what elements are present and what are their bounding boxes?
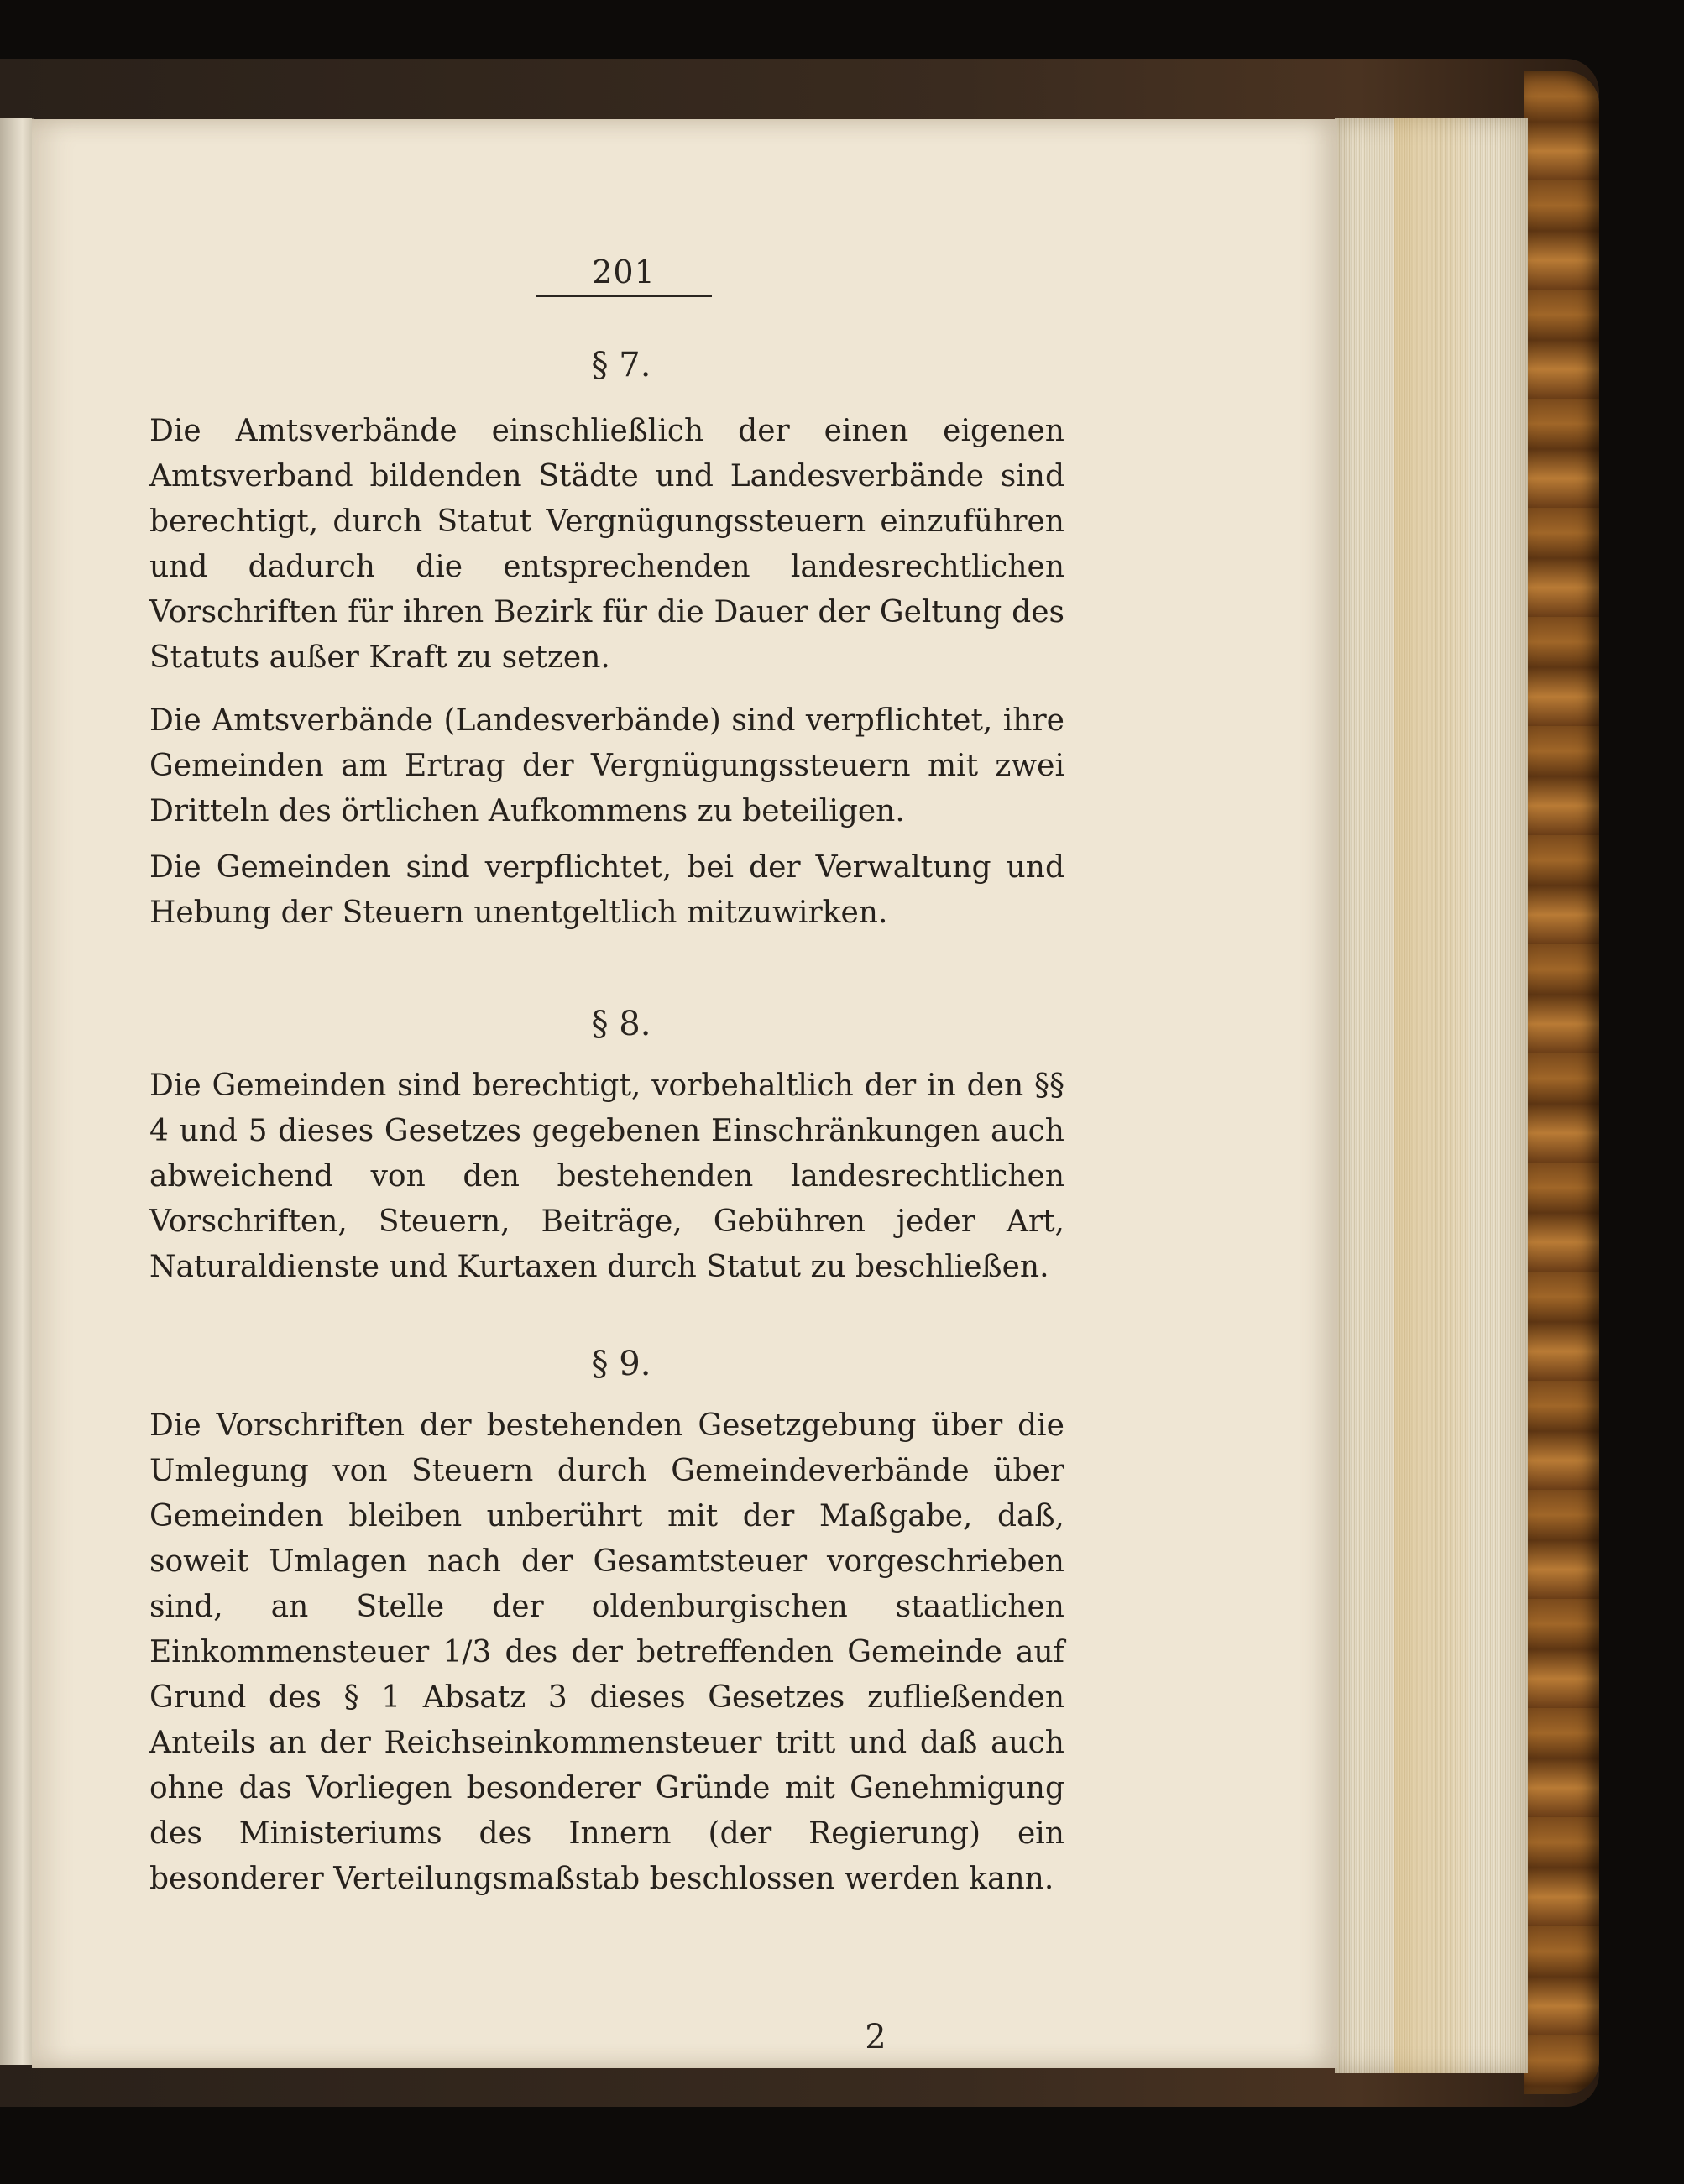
section-9-paragraph-1: Die Vorschriften der bestehenden Gesetzgebung über die Umlegung von Steuern durch Gemeindeverbände über Gemeinden bleiben unberührt mit der Maßgabe, daß, soweit Umlagen nach der Gesamtsteuer vorgeschrieben sind, an Stelle der oldenburgischen staatlichen Einkommensteuer 1/3 des der betreffenden Gemeinde auf Grund des § 1 Absatz 3 dieses Gesetzes zufließenden Anteils an der Reichseinkommensteuer tritt und daß auch ohne das Vorliegen besonderer Gründe mit Genehmigung des Ministeriums des Innern (der Regierung) ein besonderer Verteilungsmaßstab beschlossen werden kann.: [149, 1408, 1064, 1896]
section-8-paragraph-1: Die Gemeinden sind berechtigt, vorbehaltlich der in den §§ 4 und 5 dieses Gesetzes gegebenen Einschränkungen auch abweichend von den bestehenden landesrechtlichen Vorschriften, Steuern, Beiträge, Gebühren jeder Art, Naturaldienste und Kurtaxen durch Statut zu beschließen.: [149, 1068, 1064, 1284]
page-number: 201: [592, 253, 656, 290]
section-8-heading: § 8.: [591, 1005, 651, 1043]
page-stack-edge: [1335, 118, 1528, 2073]
section-9-heading: § 9.: [591, 1345, 651, 1383]
section-7-paragraph-3: Die Gemeinden sind verpflichtet, bei der Verwaltung und Hebung der Steuern unentgeltlich mitzuwirken.: [149, 850, 1064, 930]
book-spine: [1524, 71, 1599, 2094]
header-rule: [536, 295, 712, 297]
book-page: [32, 119, 1337, 2068]
section-7-paragraph-1: Die Amtsverbände einschließlich der einen eigenen Amtsverband bildenden Städte und Landesverbände sind berechtigt, durch Statut Vergnügungssteuern einzuführen und dadurch die entsprechenden landesrechtlichen Vorschriften für ihren Bezirk für die Dauer der Geltung des Statuts außer Kraft zu setzen.: [149, 414, 1064, 675]
page-header: [536, 253, 712, 297]
section-7-heading: § 7.: [591, 346, 651, 384]
section-7-paragraph-2: Die Amtsverbände (Landesverbände) sind verpflichtet, ihre Gemeinden am Ertrag der Vergnügungssteuern mit zwei Dritteln des örtlichen Aufkommens zu beteiligen.: [149, 703, 1064, 828]
previous-page-edge: [0, 118, 34, 2065]
signature-mark: 2: [865, 2018, 886, 2056]
